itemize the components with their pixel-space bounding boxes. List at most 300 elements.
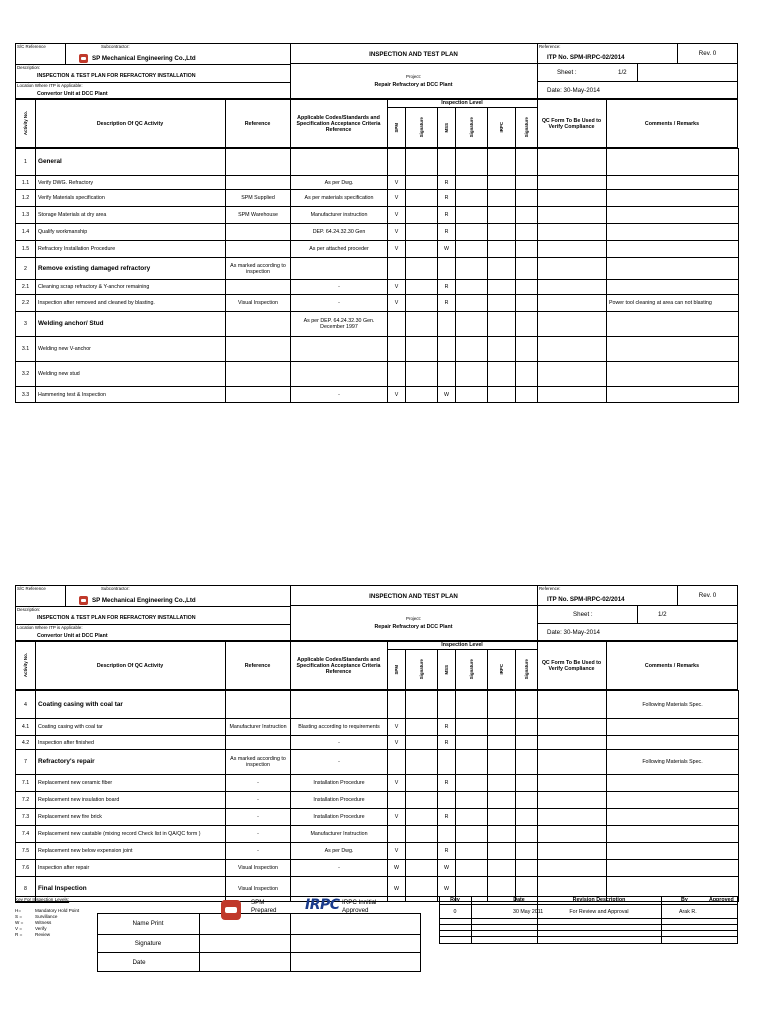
signature-cell xyxy=(516,809,538,826)
signature-cell xyxy=(456,843,488,860)
reference-cell xyxy=(226,362,291,387)
signature-cell xyxy=(456,809,488,826)
signature-cell xyxy=(516,149,538,176)
irpc-level-cell xyxy=(488,691,516,719)
mss-level-cell xyxy=(438,792,456,809)
mss-level-cell xyxy=(438,826,456,843)
qc-form-cell xyxy=(538,775,607,792)
comments-cell xyxy=(607,826,739,843)
qc-form-cell xyxy=(538,860,607,877)
mss-level-cell xyxy=(438,312,456,337)
signature-cell xyxy=(456,826,488,843)
signature-cell xyxy=(516,736,538,750)
signature-cell xyxy=(516,719,538,736)
section-row xyxy=(16,691,739,719)
description-cell: Inspection after finished xyxy=(36,736,226,750)
irpc-level-cell xyxy=(488,843,516,860)
description-cell: Welding anchor/ Stud xyxy=(36,312,226,337)
reference-cell: - xyxy=(226,775,291,792)
qc-form-cell xyxy=(538,312,607,337)
col-signature-spm: Signature xyxy=(418,117,424,138)
qc-form-cell xyxy=(538,843,607,860)
codes-cell: - xyxy=(291,387,388,403)
company-name: SP Mechanical Engineering Co.,Ltd xyxy=(92,597,196,604)
signature-cell xyxy=(456,312,488,337)
spm-status: Prepared xyxy=(251,907,277,914)
sc-reference-label: S/C Reference xyxy=(17,586,46,591)
mss-level-cell: R xyxy=(438,843,456,860)
signature-cell xyxy=(456,362,488,387)
codes-cell: Blasting according to requirements xyxy=(291,719,388,736)
signature-cell xyxy=(456,860,488,877)
reference-cell xyxy=(226,337,291,362)
qc-form-cell xyxy=(538,337,607,362)
key-text: Verify xyxy=(35,926,47,931)
signature-cell xyxy=(406,362,438,387)
mss-level-cell xyxy=(438,362,456,387)
revision-table xyxy=(439,896,738,944)
reference-cell xyxy=(226,176,291,190)
irpc-level-cell xyxy=(488,241,516,258)
mss-level-cell: W xyxy=(438,387,456,403)
codes-cell: - xyxy=(291,295,388,312)
irpc-level-cell xyxy=(488,826,516,843)
company-name: SP Mechanical Engineering Co.,Ltd xyxy=(92,55,196,62)
name-print-label: Name Print xyxy=(132,920,164,927)
section-row xyxy=(16,312,739,337)
description-cell: Refractory's repair xyxy=(36,750,226,775)
spm-level-cell: V xyxy=(388,775,406,792)
activity-no-cell: 1.5 xyxy=(16,241,36,258)
signature-cell xyxy=(456,149,488,176)
signature-cell xyxy=(456,775,488,792)
comments-cell xyxy=(607,190,739,207)
reference-cell: Visual Inspection xyxy=(226,860,291,877)
signature-cell xyxy=(456,295,488,312)
table-row xyxy=(16,362,739,387)
spm-level-cell: V xyxy=(388,295,406,312)
codes-cell: As per materials specification xyxy=(291,190,388,207)
description-cell: Replacement new insulation board xyxy=(36,792,226,809)
mss-level-cell: R xyxy=(438,809,456,826)
signature-cell xyxy=(456,387,488,403)
irpc-level-cell xyxy=(488,809,516,826)
mss-level-cell xyxy=(438,337,456,362)
qc-form-cell xyxy=(538,241,607,258)
irpc-level-cell xyxy=(488,387,516,403)
qc-form-cell xyxy=(538,176,607,190)
mss-level-cell xyxy=(438,691,456,719)
description-cell: Qualify workmanship xyxy=(36,224,226,241)
col-comments: Comments / Remarks xyxy=(644,120,700,127)
col-reference: Reference xyxy=(244,662,271,669)
description-cell: Welding new stud xyxy=(36,362,226,387)
activity-no-cell: 1.2 xyxy=(16,190,36,207)
mss-level-cell: R xyxy=(438,280,456,295)
inspection-keys xyxy=(15,908,79,938)
mss-level-cell: R xyxy=(438,176,456,190)
table-row xyxy=(16,176,739,190)
description-cell: Replacement new castable (mixing record Check list in QA/QC form ) xyxy=(36,826,226,843)
codes-cell: - xyxy=(291,860,388,877)
codes-cell: DEP. 64.24.32.30 Gen xyxy=(291,224,388,241)
description-cell: Refractory Installation Procedure xyxy=(36,241,226,258)
signature-cell xyxy=(516,280,538,295)
signature-cell xyxy=(516,750,538,775)
qc-form-cell xyxy=(538,750,607,775)
irpc-level-cell xyxy=(488,312,516,337)
spm-level-cell xyxy=(388,691,406,719)
col-description: Description Of QC Activity xyxy=(96,120,164,127)
irpc-label: IRPC Innitial xyxy=(342,899,377,906)
description-cell: Hammering test & Inspection xyxy=(36,387,226,403)
location-label: Location Where ITP is Applicable: xyxy=(17,83,83,88)
mss-level-cell: R xyxy=(438,719,456,736)
signature-cell xyxy=(406,860,438,877)
col-inspection-level: Inspection Level xyxy=(441,642,483,648)
activity-no-cell: 2 xyxy=(16,258,36,280)
comments-cell xyxy=(607,719,739,736)
col-inspection-level: Inspection Level xyxy=(441,100,483,106)
irpc-level-cell xyxy=(488,190,516,207)
spm-level-cell: V xyxy=(388,241,406,258)
spm-level-cell: V xyxy=(388,224,406,241)
comments-cell xyxy=(607,312,739,337)
activity-no-cell: 7.3 xyxy=(16,809,36,826)
activity-no-cell: 1.3 xyxy=(16,207,36,224)
key-code: W = xyxy=(15,920,24,925)
sheet-number: 1/2 xyxy=(658,611,667,618)
revision: Rev. 0 xyxy=(698,50,717,57)
codes-cell: Installation Procedure xyxy=(291,775,388,792)
col-activity-no: Activity No. xyxy=(22,111,28,136)
irpc-level-cell xyxy=(488,736,516,750)
qc-activity-table xyxy=(15,148,739,403)
signature-cell xyxy=(516,691,538,719)
signature-cell xyxy=(406,176,438,190)
signature-cell xyxy=(456,224,488,241)
spm-level-cell xyxy=(388,792,406,809)
reference-cell xyxy=(226,387,291,403)
description-cell: General xyxy=(36,149,226,176)
comments-cell: Power tool cleaning at area can not blasting xyxy=(607,295,739,312)
spm-level-cell: W xyxy=(388,860,406,877)
signature-cell xyxy=(406,809,438,826)
signature-cell xyxy=(406,792,438,809)
mss-level-cell xyxy=(438,258,456,280)
col-signature-irpc: Signature xyxy=(523,117,529,138)
mss-level-cell xyxy=(438,149,456,176)
description-cell: Inspection after removed and cleaned by blasting. xyxy=(36,295,226,312)
rev-value: 0 xyxy=(453,909,457,915)
codes-cell xyxy=(291,258,388,280)
itp-sheet-1 xyxy=(15,43,738,408)
signature-cell xyxy=(456,241,488,258)
mss-level-cell: R xyxy=(438,224,456,241)
comments-cell xyxy=(607,775,739,792)
location-value: Convertor Unit at DCC Plant xyxy=(37,91,108,97)
spm-level-cell xyxy=(388,312,406,337)
signature-cell xyxy=(456,750,488,775)
activity-no-cell: 1.1 xyxy=(16,176,36,190)
key-text: Survillance xyxy=(35,914,58,919)
signature-cell xyxy=(516,792,538,809)
signature-cell xyxy=(456,792,488,809)
project-name: Repair Refractory at DCC Plant xyxy=(374,82,453,88)
qc-form-cell xyxy=(538,190,607,207)
qc-form-cell xyxy=(538,149,607,176)
signature-cell xyxy=(516,775,538,792)
spm-level-cell: V xyxy=(388,190,406,207)
comments-cell xyxy=(607,241,739,258)
itp-sheet-2 xyxy=(15,585,738,972)
comments-cell xyxy=(607,149,739,176)
codes-cell xyxy=(291,149,388,176)
activity-no-cell: 4.1 xyxy=(16,719,36,736)
comments-cell xyxy=(607,280,739,295)
signature-label: Signature xyxy=(134,939,162,947)
spm-level-cell xyxy=(388,362,406,387)
irpc-level-cell xyxy=(488,860,516,877)
comments-cell xyxy=(607,176,739,190)
qc-form-cell xyxy=(538,826,607,843)
key-code: V = xyxy=(15,926,23,931)
itp-number: ITP No. SPM-IRPC-02/2014 xyxy=(547,54,625,61)
col-qc-form: QC Form To Be Used to Verify Compliance xyxy=(541,117,602,130)
section-row xyxy=(16,258,739,280)
table-row xyxy=(16,190,739,207)
rev-date-value: 30 May 2011 xyxy=(513,909,544,915)
reference-cell: - xyxy=(226,826,291,843)
key-text: Review xyxy=(35,932,51,937)
mss-level-cell xyxy=(438,750,456,775)
irpc-level-cell xyxy=(488,750,516,775)
col-qc-form: QC Form To Be Used to Verify Compliance xyxy=(541,659,602,672)
key-code: H= xyxy=(15,908,22,913)
signature-cell xyxy=(406,719,438,736)
signature-cell xyxy=(406,295,438,312)
project-name: Repair Refractory at DCC Plant xyxy=(374,624,453,630)
subcontractor-label: Subcontractor: xyxy=(101,44,130,49)
spm-level-cell: V xyxy=(388,280,406,295)
irpc-level-cell xyxy=(488,295,516,312)
reference-cell: As marked according to inspection xyxy=(226,750,291,775)
activity-no-cell: 4.2 xyxy=(16,736,36,750)
qc-form-cell xyxy=(538,691,607,719)
reference-cell: - xyxy=(226,792,291,809)
signature-cell xyxy=(456,736,488,750)
irpc-logo: IRPC xyxy=(305,897,340,913)
reference-cell xyxy=(226,691,291,719)
qc-form-cell xyxy=(538,387,607,403)
plan-date: Date: 30-May-2014 xyxy=(547,629,600,636)
codes-cell xyxy=(291,362,388,387)
col-mss: MSS xyxy=(443,122,449,133)
plan-title: INSPECTION AND TEST PLAN xyxy=(369,593,458,600)
signature-cell xyxy=(516,224,538,241)
spm-level-cell: W xyxy=(388,877,406,902)
activity-no-cell: 8 xyxy=(16,877,36,902)
reference-cell: Manufacturer Instruction xyxy=(226,719,291,736)
signature-cell xyxy=(516,241,538,258)
signature-cell xyxy=(406,190,438,207)
reference-label: Reference: xyxy=(539,586,561,591)
codes-cell: - xyxy=(291,280,388,295)
activity-no-cell: 3.1 xyxy=(16,337,36,362)
comments-cell xyxy=(607,809,739,826)
footer-block xyxy=(15,896,738,972)
signature-cell xyxy=(516,843,538,860)
signature-cell xyxy=(406,224,438,241)
description-cell: Verify DWG. Refractory xyxy=(36,176,226,190)
approved-header: Approved xyxy=(709,897,734,903)
spm-level-cell: V xyxy=(388,719,406,736)
irpc-level-cell xyxy=(488,792,516,809)
table-row xyxy=(16,387,739,403)
irpc-level-cell xyxy=(488,224,516,241)
comments-cell xyxy=(607,362,739,387)
spm-level-cell: V xyxy=(388,843,406,860)
signature-cell xyxy=(516,295,538,312)
activity-no-cell: 7.2 xyxy=(16,792,36,809)
sheet-label: Sheet : xyxy=(573,611,593,618)
activity-no-cell: 3.2 xyxy=(16,362,36,387)
key-code: S = xyxy=(15,914,23,919)
signature-cell xyxy=(516,258,538,280)
revision-description-header: Revision Description xyxy=(572,897,626,903)
signature-cell xyxy=(516,176,538,190)
description-cell: Replacement new below expension joint xyxy=(36,843,226,860)
codes-cell: Manufacturer Instruction xyxy=(291,826,388,843)
revision: Rev. 0 xyxy=(698,592,717,599)
activity-no-cell: 3 xyxy=(16,312,36,337)
signature-cell xyxy=(456,207,488,224)
activity-no-cell: 7.6 xyxy=(16,860,36,877)
reference-cell xyxy=(226,280,291,295)
signature-cell xyxy=(406,337,438,362)
qc-form-cell xyxy=(538,809,607,826)
table-row xyxy=(16,241,739,258)
table-row xyxy=(16,337,739,362)
table-row xyxy=(16,792,739,809)
mss-level-cell: W xyxy=(438,860,456,877)
activity-no-cell: 4 xyxy=(16,691,36,719)
signature-cell xyxy=(406,826,438,843)
col-signature-spm: Signature xyxy=(418,659,424,680)
comments-cell xyxy=(607,207,739,224)
comments-cell xyxy=(607,843,739,860)
col-reference: Reference xyxy=(244,120,271,127)
location-label: Location Where ITP is Applicable: xyxy=(17,625,83,630)
qc-form-cell xyxy=(538,736,607,750)
signature-cell xyxy=(406,207,438,224)
signature-cell xyxy=(406,149,438,176)
comments-cell xyxy=(607,736,739,750)
qc-form-cell xyxy=(538,792,607,809)
signature-cell xyxy=(456,337,488,362)
irpc-level-cell xyxy=(488,775,516,792)
mss-level-cell: R xyxy=(438,736,456,750)
comments-cell xyxy=(607,224,739,241)
reference-cell xyxy=(226,736,291,750)
rev-header: Rev xyxy=(450,897,460,903)
col-description: Description Of QC Activity xyxy=(96,662,164,669)
description-cell: Coating casing with coal tar xyxy=(36,691,226,719)
signature-cell xyxy=(456,190,488,207)
table-row xyxy=(16,207,739,224)
comments-cell: Following Materials Spec. xyxy=(607,691,739,719)
project-label: Project: xyxy=(406,74,421,79)
signature-cell xyxy=(406,280,438,295)
mss-level-cell: R xyxy=(438,775,456,792)
description-label: Description: xyxy=(17,65,41,70)
irpc-level-cell xyxy=(488,280,516,295)
signature-cell xyxy=(406,775,438,792)
signature-cell xyxy=(516,826,538,843)
reference-cell xyxy=(226,241,291,258)
reference-label: Reference: xyxy=(539,44,561,49)
date-header: Date xyxy=(513,897,525,903)
activity-no-cell: 7 xyxy=(16,750,36,775)
signature-cell xyxy=(406,387,438,403)
reference-cell: SPM Supplied xyxy=(226,190,291,207)
reference-cell xyxy=(226,312,291,337)
codes-cell: As per Dwg. xyxy=(291,843,388,860)
irpc-level-cell xyxy=(488,149,516,176)
plan-title: INSPECTION AND TEST PLAN xyxy=(369,51,458,58)
by-header: By xyxy=(681,897,688,903)
section-row xyxy=(16,149,739,176)
signature-cell xyxy=(406,691,438,719)
table-row xyxy=(16,860,739,877)
codes-cell: As per Dwg. xyxy=(291,176,388,190)
table-row xyxy=(16,809,739,826)
comments-cell xyxy=(607,387,739,403)
sheet-number: 1/2 xyxy=(618,69,627,76)
signature-cell xyxy=(406,312,438,337)
section-row xyxy=(16,750,739,775)
codes-cell xyxy=(291,691,388,719)
revised-by-value: Arak R. xyxy=(679,909,697,915)
signature-cell xyxy=(456,691,488,719)
reference-cell: SPM Warehouse xyxy=(226,207,291,224)
spm-level-cell: V xyxy=(388,176,406,190)
table-row xyxy=(16,736,739,750)
spm-logo-icon xyxy=(221,900,241,920)
spm-level-cell xyxy=(388,258,406,280)
sc-reference-label: S/C Reference xyxy=(17,44,46,49)
reference-cell: Visual Inspection xyxy=(226,877,291,902)
subcontractor-label: Subcontractor: xyxy=(101,586,130,591)
irpc-status: Approved xyxy=(342,907,369,914)
col-activity-no: Activity No. xyxy=(22,653,28,678)
spm-level-cell xyxy=(388,337,406,362)
irpc-level-cell xyxy=(488,362,516,387)
spm-label: SPM xyxy=(251,899,265,906)
table-row xyxy=(16,826,739,843)
signature-cell xyxy=(406,843,438,860)
col-comments: Comments / Remarks xyxy=(644,662,700,669)
qc-activity-table xyxy=(15,690,739,902)
plan-description: INSPECTION & TEST PLAN FOR REFRACTORY INSTALLATION xyxy=(37,615,196,621)
col-irpc: IRPC xyxy=(498,664,504,675)
activity-no-cell: 3.3 xyxy=(16,387,36,403)
qc-form-cell xyxy=(538,280,607,295)
itp-number: ITP No. SPM-IRPC-02/2014 xyxy=(547,596,625,603)
activity-no-cell: 2.2 xyxy=(16,295,36,312)
table-row xyxy=(16,224,739,241)
spm-logo-icon xyxy=(79,596,88,605)
